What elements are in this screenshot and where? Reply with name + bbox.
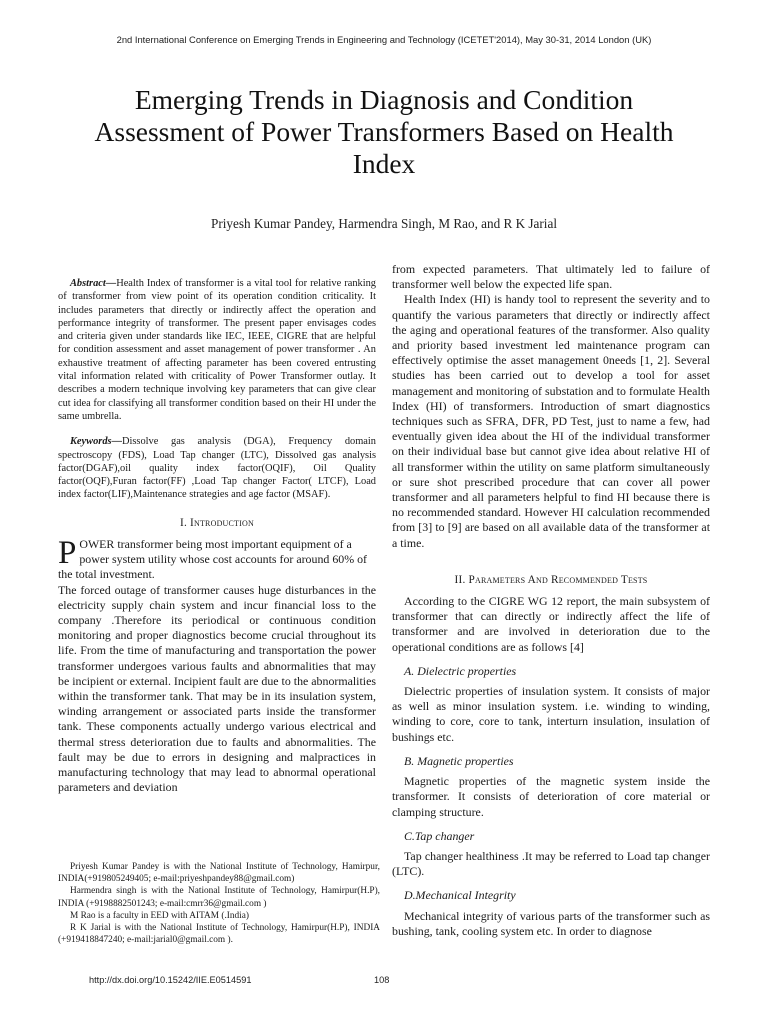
footnote: M Rao is a faculty in EED with AITAM (.India) [70, 910, 249, 921]
left-column [58, 262, 376, 795]
section-numeral: II. [454, 573, 469, 586]
abstract [58, 277, 376, 423]
health-index-paragraph: Health Index (HI) is handy tool to represent the severity and to quantify the various parameters that directly or indirectly affect the aging and operational features of the transformer. Also quality and priority based investment led maintenance program can effectively optimise the asset management 0needs [1, 2]. Several studies has been carried out to develop a tool for asset management and monitoring of substation and to formulate Health Index (HI) of transformers. Introduction of smart diagnostics techniques such as SFRA, DFR, PD Test, just to name a few, had eventually given idea about the HI of the individual transformer on their individual base but cannot give idea about relative HI of all transformer within the utility on same platform simultaneously or sure shot prescribed procedure that can cover all power transformer and all parameters helpful to find HI because there is no recommended standard. However HI calculation recommended from [3] to [9] are based on all available data of the transformer at a time. [392, 292, 710, 550]
footnote: R K Jarial is with the National Institute of Technology, Hamirpur(H.P), INDIA (+919418847240; e-mail:jarial0@gmail.com ). [58, 923, 380, 946]
footnote: Harmendra singh is with the National Institute of Technology, Hamirpur(H.P), INDIA (+9198882501243; e-mail:cmrr36@gmail.com ) [58, 886, 380, 909]
abstract-text: Health Index of transformer is a vital tool for relative ranking of transformer from view point of its operation condition criticality. It includes parameters that directly or indirectly affect the operation and performance integrity of transformer. The present paper envisages codes and criteria given under standards like IEC, IEEE, CIGRE that are helpful for condition assessment and asset management of power transformer . An exhaustive treatment of affecting parameter has been covered entrusting vital information related with criticality of Power Transformer outlay. It describes a modern technique involving key parameters that can give clear cut idea for classifying all transformer condition based on their HI under the same umbrella. [58, 278, 376, 422]
subsection-heading-mechanical: D.Mechanical Integrity [404, 888, 516, 903]
parameters-intro-paragraph: According to the CIGRE WG 12 report, the main subsystem of transformer that can directly or indirectly affect the life of transformer and are involved in deterioration due to the operational conditions are as follows [4] [392, 594, 710, 654]
keywords [58, 435, 376, 501]
subsection-text-magnetic: Magnetic properties of the magnetic system inside the transformer. It consists of deterioration of core material or clamping structure. [392, 774, 710, 819]
abstract-label: Abstract— [70, 278, 117, 289]
doi-link[interactable]: http://dx.doi.org/10.15242/IIE.E0514591 [89, 975, 252, 985]
intro-first-paragraph [58, 534, 376, 583]
intro-second-paragraph: The forced outage of transformer causes huge disturbances in the electricity supply chain system and incur financial loss to the company .Therefore its periodical or continuous condition monitoring and proper diagnostics become crucial throughout its life. From the time of manufacturing and transportation the power transformer undergoes various faults and abnormalities that may be incipient or external. Incipient fault are due to the abnormalities within the transformer tank. That may be in its insulation system, winding arrangement or associated parts inside the transformer tank. These components actually undergo various electrical and thermal stress deterioration due to faults and abnormalities. The fault may be due to errors in designing and malpractices in manufacturing technology that may lead to abnormal operational parameters and deviation [58, 582, 376, 795]
keywords-text: Dissolve gas analysis (DGA), Frequency domain spectroscopy (FDS), Load Tap changer (LTC), Dissolved gas analysis factor(DGAF),oil quality index factor(OQIF), Oil Quality factor(OQF),Furan factor(FF) ,Load Tap changer Factor( LTCF), Load index factor(LIF),Maintenance strategies and age factor (MSAF). [58, 436, 376, 501]
conference-header: 2nd International Conference on Emerging Trends in Engineering and Technology (ICETET'2014), May 30-31, 2014 London (UK) [116, 34, 652, 45]
paper-title: Emerging Trends in Diagnosis and Condition Assessment of Power Transformers Based on Health Index [94, 84, 674, 179]
continued-paragraph: from expected parameters. That ultimately led to failure of transformer well below the expected life span. [392, 262, 710, 292]
section-heading-parameters [392, 573, 710, 588]
section-numeral: I. [180, 516, 191, 529]
intro-first-text: OWER transformer being most important equipment of a power system utility whose cost accounts for around 60% of the total investment. [58, 536, 367, 582]
author-list: Priyesh Kumar Pandey, Harmendra Singh, M Rao, and R K Jarial [211, 216, 557, 231]
section-title: Parameters And Recommended Tests [468, 573, 648, 586]
author-footnotes [58, 861, 380, 946]
section-title: Introduction [190, 516, 254, 529]
footnote: Priyesh Kumar Pandey is with the National Institute of Technology, Hamirpur, INDIA(+919805249405; e-mail:priyeshpandey88@gmail.com) [58, 862, 380, 885]
subsection-text-mechanical: Mechanical integrity of various parts of the transformer such as bushing, tank, cooling system etc. In order to diagnose [392, 908, 710, 938]
subsection-heading-magnetic: B. Magnetic properties [404, 753, 514, 768]
subsection-text-tap-changer: Tap changer healthiness .It may be referred to Load tap changer (LTC). [392, 848, 710, 879]
subsection-heading-tap-changer: C.Tap changer [404, 828, 475, 843]
drop-cap: P [58, 534, 77, 571]
subsection-heading-dielectric: A. Dielectric properties [404, 663, 517, 678]
page-number: 108 [374, 975, 390, 985]
subsection-text-dielectric: Dielectric properties of insulation system. It consists of major as well as minor insulation system. i.e. winding to winding, winding to core, core to tank, interturn insulation, insulation of bushings etc. [392, 684, 710, 744]
right-column [392, 262, 710, 939]
keywords-label: Keywords— [70, 436, 122, 448]
section-heading-introduction [58, 516, 376, 531]
